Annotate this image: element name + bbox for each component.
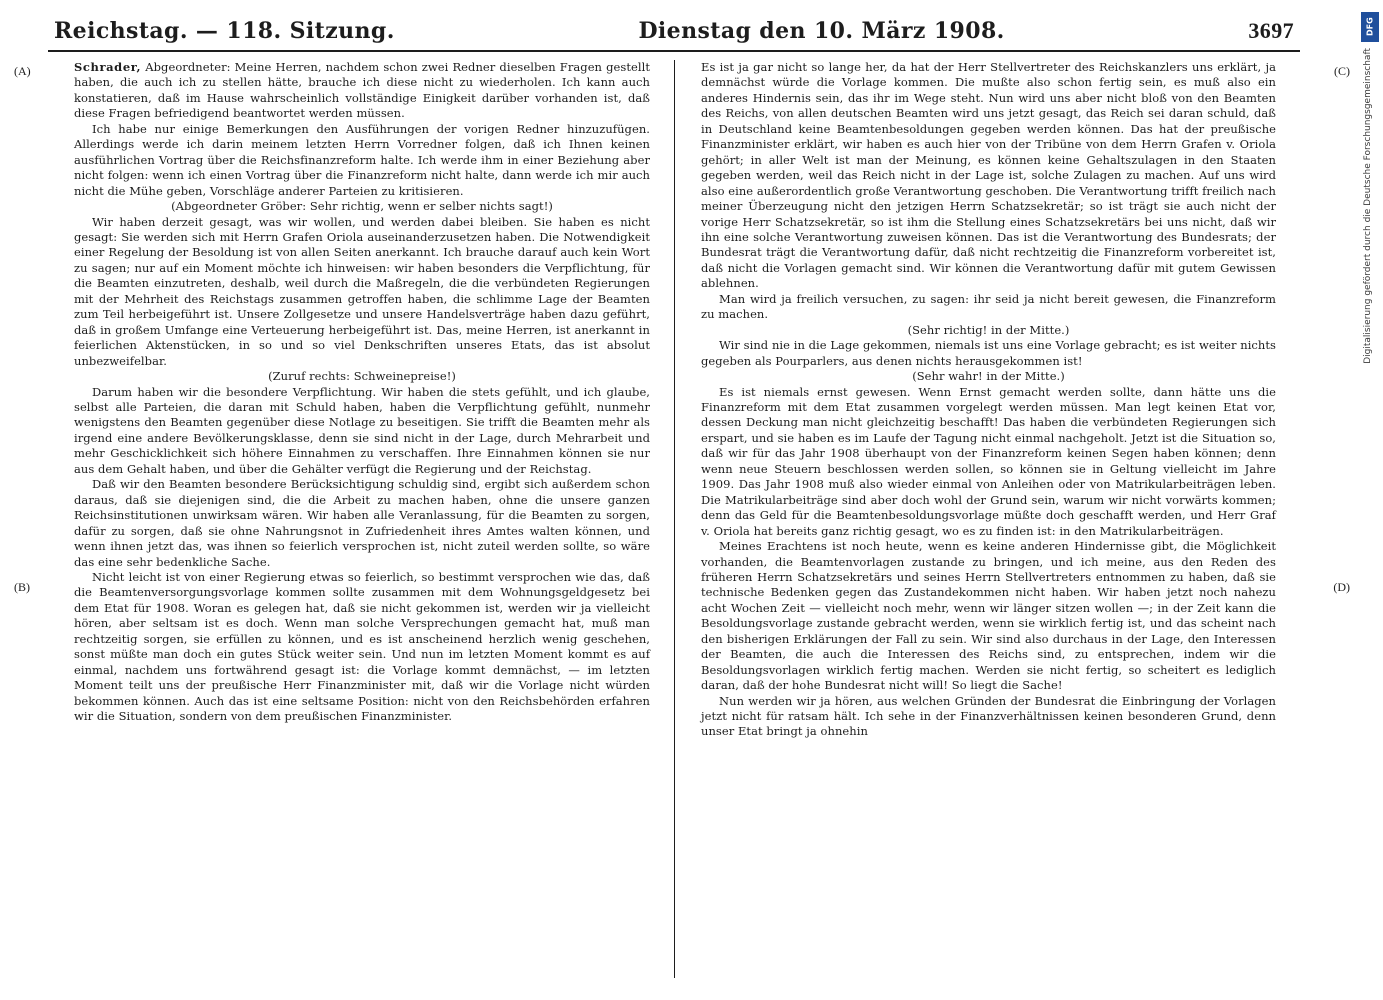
dfg-logo: DFG [1361,12,1379,42]
page-number: 3697 [1248,18,1294,43]
paragraph: Man wird ja freilich versuchen, zu sagen: ihr seid ja nicht bereit gewesen, die Finanzreform zu machen. [701,291,1276,322]
paragraph: Wir haben derzeit gesagt, was wir wollen, und werden dabei bleiben. Sie haben es nicht gesagt: Sie werden sich mit Herrn Grafen Oriola auseinanderzusetzen haben. Die Notwendigkeit einer Regelung der Besoldung ist von allen Seiten anerkannt. Ich brauche darauf auch kein Wort zu sagen; nur auf ein Moment möchte ich hinweisen: wir haben besonders die Verpflichtung, für die Beamten einzutreten, deshalb, weil durch die Maßregeln, die die verbündeten Regierungen mit der Mehrheit des Reichstags zusammen getroffen haben, die schlimme Lage der Beamten zum Teil herbeigeführt ist. Unsere Zollgesetze und unsere Handelsverträge haben dazu geführt, daß in großem Umfange eine Verteuerung herbeigeführt ist. Das, meine Herren, ist anerkannt in feierlichen Aktenstücken, in so und so viel Denkschriften unseres Etats, das ist absolut unbezweifelbar. [74,214,650,368]
paragraph: Nun werden wir ja hören, aus welchen Gründen der Bundesrat die Einbringung der Vorlagen jetzt nicht für ratsam hält. Ich sehe in der Finanzverhältnissen keinen besonderen Grund, denn unser Etat bringt ja ohnehin [701,693,1276,739]
paragraph: Schrader, Abgeordneter: Meine Herren, nachdem schon zwei Redner dieselben Fragen gestellt haben, die auch ich zu stellen hätte, brauche ich diese nicht zu wiederholen. Ich kann auch konstatieren, daß im Hause wahrscheinlich vollständige Einigkeit darüber vorhanden ist, daß diese Fragen befriedigend beantwortet werden müssen. [74,60,650,121]
interjection: (Sehr richtig! in der Mitte.) [907,322,1070,337]
text-columns [14,60,1350,978]
session-date: Dienstag den 10. März 1908. [638,18,1005,44]
paragraph: Es ist niemals ernst gewesen. Wenn Ernst gemacht werden sollte, dann hätte uns die Finanzreform mit dem Etat zusammen vorgelegt werden müssen. Man legt keinen Etat vor, dessen Deckung man nicht gleichzeitig beschafft! Das haben die verbündeten Regierungen sich erspart, und sie haben es im Laufe der Tagung nicht einmal nachgeholt. Jetzt ist die Situation so, daß wir für das Jahr 1908 überhaupt von der Finanzreform keinen Segen haben können; denn wenn neue Steuern beschlossen werden sollen, so können sie in Geltung vielleicht im Jahre 1909. Das Jahr 1908 muß also wieder einmal von Anleihen oder von Matrikularbeiträgen leben. Die Matrikularbeiträge sind aber doch wohl der Grund sein, warum wir nicht vorwärts kommen; denn das Geld für die Beamtenbesoldungsvorlage müßte doch geschafft werden, und Herr Graf v. Oriola hat bereits ganz richtig gesagt, wo es zu finden ist: in den Matrikularbeiträgen. [701,384,1276,538]
marker-b: (B) [14,580,30,594]
paragraph: Ich habe nur einige Bemerkungen den Ausführungen der vorigen Redner hinzuzufügen. Allerdings werde ich darin meinem letzten Herrn Vorredner folgen, daß ich Ihnen keinen ausführlichen Vortrag über die Reichsfinanzreform halte. Ich werde ihm in einer Beziehung aber nicht folgen: wenn ich einen Vortrag über die Finanzreform nicht halte, dann werde ich mir auch nicht die Mühe geben, Vorschläge anderer Parteien zu kritisieren. [74,121,650,198]
newspaper-page [6,6,1352,994]
interjection: (Abgeordneter Gröber: Sehr richtig, wenn er selber nichts sagt!) [171,199,553,214]
paragraph: Nicht leicht ist von einer Regierung etwas so feierlich, so bestimmt versprochen wie das, daß die Beamtenversorgungsvorlage kommen sollte zusammen mit dem Wohnungsgeldgesetz bei dem Etat für 1908. Woran es gelegen hat, daß sie nicht gekommen ist, werden wir ja vielleicht hören, aber seltsam ist es doch. Wenn man solche Versprechungen gemacht hat, muß man rechtzeitig sorgen, sie erfüllen zu können, und es ist anscheinend herzlich wenig geschehen, sonst müßte man doch ein gutes Stück weiter sein. Und nun im letzten Moment kommt es auf einmal, nachdem uns fortwährend gesagt ist: die Vorlage kommt demnächst, — im letzten Moment teilt uns der preußische Herr Finanzminister mit, daß wir die Vorlage nicht würden bekommen können. Auch das ist eine seltsame Position: nicht von den Reichsbehörden erfahren wir die Situation, sondern von dem preußischen Finanzminister. [74,569,650,724]
paragraph: Daß wir den Beamten besondere Berücksichtigung schuldig sind, ergibt sich außerdem schon daraus, daß sie diejenigen sind, die die Arbeit zu machen haben, ohne die unsere ganzen Reichsinstitutionen unwirksam wären. Wir haben alle Veranlassung, für die Beamten zu sorgen, dafür zu sorgen, daß sie ohne Nahrungsnot in Zufriedenheit ihres Amtes walten können, und wenn ihnen jetzt das, was ihnen so feierlich versprochen ist, nicht zuteil werden sollte, so wäre das eine sehr bedenkliche Sache. [74,477,650,569]
paragraph: Es ist ja gar nicht so lange her, da hat der Herr Stellvertreter des Reichskanzlers uns erklärt, ja demnächst würde die Vorlage kommen. Die mußte also schon fertig sein, es muß also ein anderes Hindernis sein, das ihr im Wege steht. Nun wird uns aber nicht bloß von den Beamten des Reichs, von allen deutschen Beamten wird uns jetzt gesagt, das Reich sei daran schuld, daß in Deutschland keine Beamtenbesoldungen gegeben werden können. Das hat der preußische Finanzminister erklärt, wir haben es auch hier von der Tribüne von dem Herrn Grafen v. Oriola gehört; in aller Welt ist man der Meinung, es können keine Gehaltszulagen in den Staaten gegeben werden, weil das Reich nicht in der Lage ist, solche Zulagen zu machen. Auf uns wird also eine außerordentlich große Verantwortung geschoben. Die Verantwortung trifft freilich nach meiner Überzeugung nicht den jetzigen Herrn Schatzsekretär; so ist trägt sie auch nicht der vorige Herr Schatzsekretär, so ist ihm die Stellung eines Schatzsekretärs bei uns nicht, daß wir ihn eine solche Verantwortung zuweisen können. Das ist die Verantwortung des Bundesrats; der Bundesrat trägt die Verantwortung dafür, daß nicht rechtzeitig die Finanzreform vorbereitet ist, daß nicht die Vorlagen gemacht sind. Wir können die Verantwortung dafür mit gutem Gewissen ablehnen. [701,60,1276,291]
marker-d: (D) [1333,580,1350,594]
interjection: (Sehr wahr! in der Mitte.) [912,369,1065,384]
session-title: Reichstag. — 118. Sitzung. [54,18,395,44]
paragraph: Wir sind nie in die Lage gekommen, niemals ist uns eine Vorlage gebracht; es ist weiter nichts gegeben als Pourparlers, aus denen nichts herausgekommen ist! [701,338,1276,368]
page-header [48,18,1300,52]
interjection: (Zuruf rechts: Schweinepreise!) [268,369,456,384]
paragraph: Meines Erachtens ist noch heute, wenn es keine anderen Hindernisse gibt, die Möglichkeit vorhanden, die Beamtenvorlagen zustande zu bringen, und ich meine, aus den Reden des früheren Herrn Schatzsekretärs und seines Herrn Stellvertreters entnommen zu haben, daß sie technische Bedenken gegen das Zustandekommen nicht haben. Wir haben jetzt noch nahezu acht Wochen Zeit — vielleicht noch mehr, wenn wir länger sitzen wollen —; in der Zeit kann die Besoldungsvorlage zustande gebracht werden, wenn sie wirklich fertig ist, und das scheint nach den bisherigen Erklärungen der Fall zu sein. Wir sind also durchaus in der Lage, den Interessen der Beamten, die auch die Interessen des Reichs sind, zu entsprechen, indem wir die Besoldungsvorlagen wirklich fertig machen. Werden sie nicht fertig, so scheitert es lediglich daran, daß der hohe Bundesrat nicht will! So liegt die Sache! [701,539,1276,693]
digitization-notice [1359,8,1381,992]
right-column [674,60,1350,978]
left-column [14,60,674,978]
marker-a: (A) [14,64,31,78]
paragraph: Darum haben wir die besondere Verpflichtung. Wir haben die stets gefühlt, und ich glaube, selbst alle Parteien, die daran mit Schuld haben, haben die Verpflichtung gefühlt, nunmehr wenigstens den Beamten gegenüber diese Notlage zu beseitigen. Sie trifft die Beamten mehr als irgend eine andere Bevölkerungsklasse, denn sie sind nicht in der Lage, durch Mehrarbeit und mehr Geschicklichkeit sich höhere Einnahmen zu verschaffen. Ihre Einnahmen können sie nur aus dem Gehalt haben, und über die Gehälter verfügt die Regierung und der Reichstag. [74,384,650,476]
speaker-name: Schrader, [74,60,142,74]
marker-c: (C) [1334,64,1350,78]
funding-credit: Digitalisierung gefördert durch die Deutsche Forschungsgemeinschaft [1363,48,1373,364]
